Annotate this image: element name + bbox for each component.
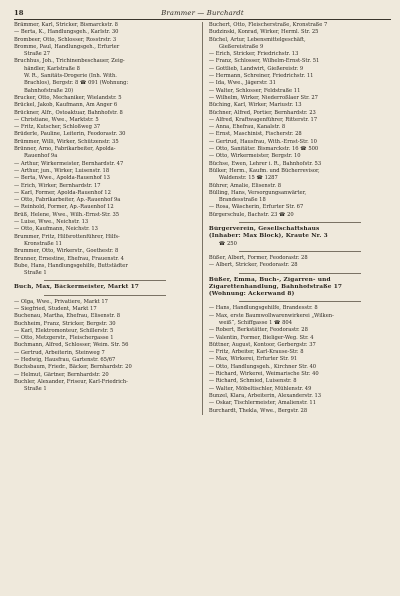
directory-entry: — Robert, Berkstätter, Feodorastr. 28: [208, 327, 308, 334]
directory-entry: — Otto, Handlungsgeh., Kirchner Str. 40: [208, 363, 317, 370]
directory-entry: — Richard, Schmied, Luisenstr. 8: [208, 378, 297, 385]
directory-entry: — Otto, Kaufmann, Neichstr. 13: [14, 226, 98, 233]
directory-entry: — Rosa, Wäscherin, Erfurter Str. 67: [208, 204, 304, 211]
directory-entry: Büchner, Alfred, Portier, Bernhardstr. 23: [208, 109, 316, 116]
directory-entry: Büttner, August, Kontoor, Gerbergstr. 37: [208, 341, 316, 348]
highlighted-entry: Buch, Max, Bäckermeister, Markt 17: [14, 284, 139, 291]
directory-entry: — Fritz, Kutscher, Schloßweg 37: [14, 124, 101, 131]
page-number: 18: [14, 9, 24, 17]
directory-entry: Bahnhofstraße 20): [24, 87, 74, 94]
left-column: [14, 22, 196, 415]
directory-entry: — Erich, Stricker, Friedrichstr. 13: [208, 51, 299, 58]
directory-entry: Budzinski, Konrad, Wirker, Herml. Str. 25: [208, 29, 319, 36]
directory-entry: Bülker, Herm., Kaufm. und Bücherrevisor,: [208, 167, 320, 174]
directory-entry: Brüderle, Pauline, Leiterin, Feodorastr. 30: [14, 131, 126, 138]
directory-entry: Gießereistraße 9: [218, 43, 264, 50]
directory-entry: Büchel, Artur, Lebensmittelgeschäft,: [208, 36, 306, 43]
directory-entry: Buchert, Otto, Fleischerstraße, Kronstraße 7: [208, 22, 328, 28]
directory-entry: Straße 1: [24, 270, 47, 277]
directory-entry: Büchse, Ewen, Lehrer i. R., Bahnhofstr. 53: [208, 160, 322, 167]
directory-entry: Buchheim, Franz, Stricker, Bergstr. 30: [14, 320, 116, 327]
column-divider: [202, 22, 203, 415]
directory-entry: Bülling, Hans, Versorgungsanwärter,: [208, 189, 307, 196]
directory-entry: Buchmann, Alfred, Schlosser, Weim. Str. 56: [14, 342, 129, 349]
directory-entry: Brückner, Alfr., Ostoaktuar, Bahnhofstr. 8: [14, 109, 123, 116]
directory-entry: — Otto, Fabrikarbeiter, Ap.-Rauenhof 9a: [14, 197, 121, 204]
directory-entry: — Gottlieb, Landwirt, Gießereistr. 9: [208, 65, 304, 72]
directory-entry: Rauenhof 9a: [24, 153, 58, 160]
directory-entry: ☎ 250: [218, 240, 237, 247]
directory-entry: Büching, Karl, Wirker, Mariustr. 13: [208, 102, 302, 109]
directory-entry: — Arthur, jun., Wirker, Luisenstr. 18: [14, 167, 110, 174]
right-column: [209, 22, 391, 415]
directory-entry: Bürgerschule, Bachstr. 23 ☎ 20: [208, 211, 294, 218]
highlighted-entry: (Inhaber: Max Block), Kraute Nr. 3: [208, 233, 328, 240]
directory-entry: — Hermann, Schreiner, Friedrichstr. 11: [208, 73, 314, 80]
highlighted-entry: (Wohnung: Ackerwand 8): [208, 291, 295, 298]
directory-entry: — Erich, Wirker, Bernhardstr. 17: [14, 182, 101, 189]
page-header: [14, 8, 391, 20]
directory-entry: — Fritz, Arbeiter, Karl-Krause-Str. 8: [208, 349, 304, 356]
directory-entry: Brummer, Otto, Wirkerstr., Goethestr. 8: [14, 248, 119, 255]
directory-entry: — Anna, Ehefrau, Kanalstr. 8: [208, 124, 286, 131]
directory-entry: — Valentin, Former, Bieliger-Weg. Str. 4: [208, 334, 314, 341]
directory-entry: — Gertrud, Arbeiterin, Steinweg 7: [14, 349, 105, 356]
directory-entry: Bruchhus, Joh., Trichinenbeschauer, Zeig-: [14, 58, 125, 65]
section-rule: [44, 280, 166, 282]
directory-entry: W. R., Sanitäts-Drogerie (Inh. With.: [24, 73, 117, 80]
directory-entry: — Walter, Schlosser, Feldstraße 11: [208, 87, 301, 94]
directory-entry: — Karl, Former, Apolda-Rauenhof 12: [14, 189, 111, 196]
running-head: Brammer — Burchardt: [161, 9, 244, 17]
directory-entry: — Berta, K., Handlungsgeh., Karlstr. 30: [14, 29, 119, 36]
directory-entry: Büßer, Albert, Former, Feodorastr. 28: [208, 254, 308, 261]
directory-entry: Brucker, Otto, Mechaniker, Wielandstr. 5: [14, 94, 122, 101]
directory-entry: — Otto, Metzgerstr., Fleischergasse 1: [14, 335, 114, 342]
directory-entry: Brummer, Fritz, Hilfsrottenführer, Hilfs-: [14, 233, 120, 240]
highlighted-entry: Bürgerverein, Gesellschaftshaus: [208, 226, 320, 233]
highlighted-entry: Zigarettenhandlung, Bahnhofstraße 17: [208, 283, 343, 290]
directory-entry: — Ernst, Maschinist, Fischerstr. 28: [208, 131, 302, 138]
directory-entry: — Reinhold, Former, Ap.-Rauenhof 12: [14, 204, 114, 211]
directory-entry: Brüß, Helene, Wwe., Wilh.-Ernst-Str. 35: [14, 211, 120, 218]
directory-entry: — Olga, Wwe., Privatiere, Markt 17: [14, 298, 108, 305]
directory-entry: — Christiane, Wwe., Marktstr. 5: [14, 116, 99, 123]
directory-entry: — Berta, Wwe., Apolda-Rauenhof 13: [14, 175, 110, 182]
columns: [14, 22, 391, 415]
directory-entry: — Richard, Wirkerei, Weimarische Str. 40: [208, 371, 319, 378]
directory-entry: — Oskar, Tischlermeister, Amalienstr. 11: [208, 400, 317, 407]
directory-entry: Bube, Hans, Handlungsgehilfe, Buttstädter: [14, 262, 128, 269]
directory-entry: Waldenstr. 15 ☎ 1287: [218, 175, 278, 182]
directory-entry: — Siegfried, Student, Markt 17: [14, 305, 97, 312]
directory-entry: Bührer, Amalie, Elisenstr. 8: [208, 182, 282, 189]
section-rule: [239, 222, 361, 224]
directory-entry: — Max, erste Baumwollwarenwirkerei „Wilken-: [208, 312, 334, 319]
directory-entry: — Hans, Handlungsgehilfe, Brandesstr. 8: [208, 305, 318, 312]
directory-entry: — Walter, Möbeltischler, Mühlenstr. 49: [208, 385, 312, 392]
directory-entry: Buchsbaum, Friedr., Bäcker, Bernhardstr. 20: [14, 364, 132, 371]
directory-entry: Burchardt, Thekla, Wwe., Bergstr. 28: [208, 407, 308, 414]
directory-entry: Straße 1: [24, 386, 47, 393]
directory-entry: — Otto, Wirkermeister, Bergstr. 10: [208, 153, 301, 160]
directory-entry: Straße 27: [24, 51, 50, 58]
directory-entry: Brümmer, Willi, Wirker, Schützenstr. 35: [14, 138, 119, 145]
highlighted-entry: Büßer, Emma, Buch-, Zigarren- und: [208, 276, 331, 283]
section-rule: [239, 273, 361, 275]
directory-entry: Kronstraße 11: [24, 240, 62, 247]
directory-entry: — Otto, Sanitätsr. Bismarckstr. 16 ☎ 500: [208, 146, 319, 153]
directory-entry: — Helmut, Gärtner, Bernhardstr. 20: [14, 371, 109, 378]
directory-entry: Buchenau, Martha, Ehefrau, Elisenstr. 8: [14, 313, 121, 320]
directory-entry: — Gertrud, Hausfrau, With.-Ernst-Str. 10: [208, 138, 317, 145]
directory-entry: Brünner, Arno, Fabrikarbeiter, Apolda-: [14, 146, 116, 153]
directory-entry: Brunner, Ernestine, Ehefrau, Frauenstr. 4: [14, 255, 124, 262]
directory-entry: — Franz, Schlosser, Wilhelm-Ernst-Str. 51: [208, 58, 320, 65]
directory-entry: — Luise, Wwe., Neichstr. 13: [14, 219, 89, 226]
directory-entry: Brandesstraße 18: [218, 197, 266, 204]
directory-entry: händler, Karlstraße 8: [24, 65, 80, 72]
directory-entry: Brämmer, Karl, Stricker, Bismarckstr. 8: [14, 22, 118, 28]
directory-entry: — Wilhelm, Wirker, Niederroßlaer Str. 27: [208, 94, 318, 101]
directory-entry: Bromme, Paul, Handlungsgeh., Erfurter: [14, 43, 120, 50]
directory-entry: — Ida, Wwe., Jägerstr. 31: [208, 80, 276, 87]
directory-entry: — Max, Wirkerei, Erfurter Str. 91: [208, 356, 298, 363]
directory-entry: Buchler, Alexander, Friseur, Karl-Friedrich-: [14, 378, 128, 385]
directory-entry: — Alfred, Kraftwagenführer, Ritterstr. 17: [208, 116, 318, 123]
directory-entry: — Arthur, Wirkermeister, Bernhardstr. 47: [14, 160, 124, 167]
directory-entry: — Karl, Elektromonteur, Schillerstr. 5: [14, 327, 114, 334]
directory-entry: Brückel, Jakob, Kaufmann, Am Anger 6: [14, 102, 118, 109]
directory-entry: Brachlos), Bergstr. 8 ☎ 091 (Wohnung:: [24, 80, 129, 87]
directory-entry: — Hedwig, Hausfrau, Gartenstr. 65/67: [14, 357, 116, 364]
directory-entry: weiß“, Schiffgasse 1 ☎ 804: [218, 319, 293, 326]
section-rule: [239, 251, 361, 253]
section-rule: [239, 301, 361, 303]
directory-entry: Brombeer, Otto, Schlosser, Rosstrstr. 3: [14, 36, 117, 43]
directory-entry: — Albert, Stricker, Feodorastr. 28: [208, 262, 298, 269]
section-rule: [44, 295, 166, 297]
directory-entry: Bunzel, Klara, Arbeiterin, Alexanderstr. 13: [208, 392, 322, 399]
